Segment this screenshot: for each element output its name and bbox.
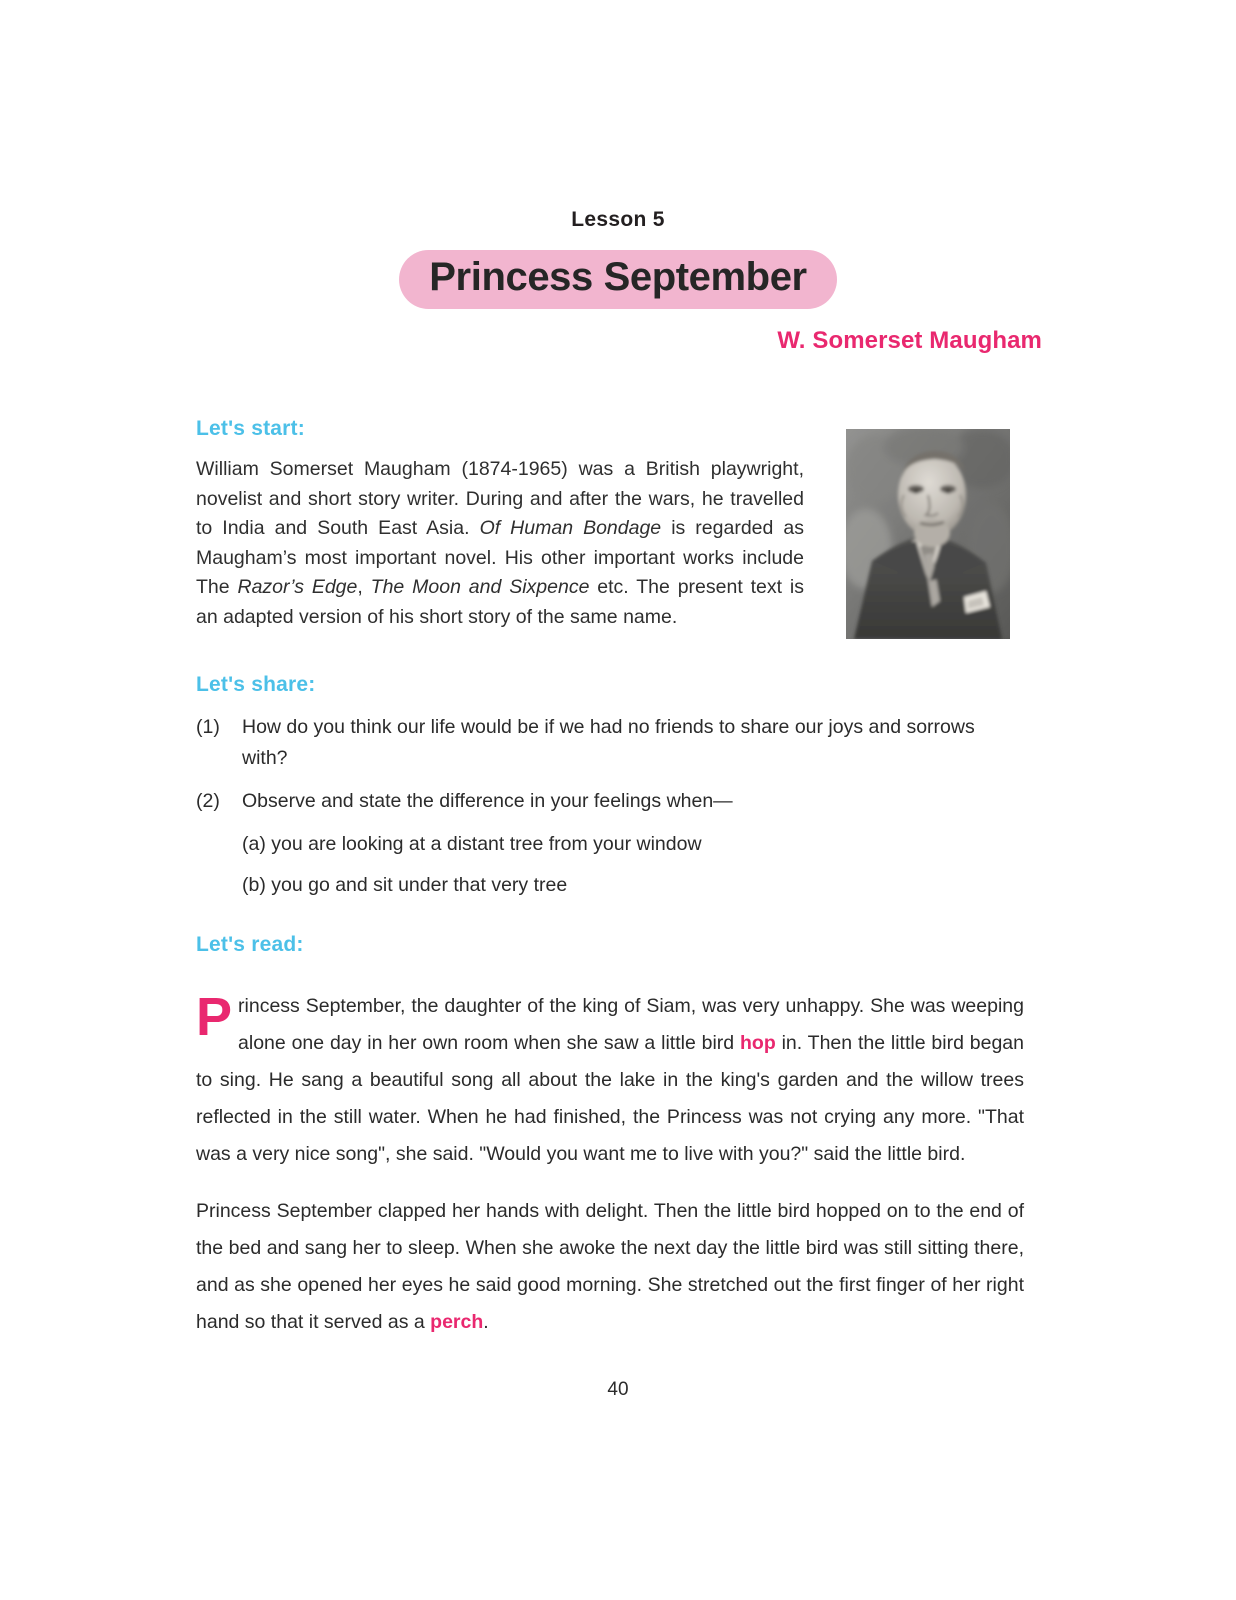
story-paragraph (196, 1193, 1024, 1341)
page-number: 40 (607, 1379, 629, 1400)
book-title-italic: Of Human Bondage (479, 517, 662, 539)
text-run: in. Then the little bird began to sing. He sang a beautiful song all about the lake in the king's garden and the willow trees reflected in the still water. When he had finished, the Princess was not crying any more. "That was a very nice song", she said. "Would you want me to live with you?" said the little bird. (196, 1032, 1024, 1165)
author-portrait-photo (846, 429, 1010, 639)
question-number: (2) (196, 790, 220, 812)
section-heading-lets-share: Let's share: (196, 673, 316, 696)
book-title-italic: The Moon and Sixpence (370, 576, 590, 598)
story-body (196, 988, 1024, 1361)
question-subitem: (a) you are looking at a distant tree from your window (242, 833, 702, 855)
book-title-italic: Razor’s Edge (237, 576, 358, 598)
highlighted-vocabulary-word: hop (740, 1032, 776, 1054)
author-name: W. Somerset Maugham (777, 327, 1042, 354)
text-run: is regarded as Maugham’s most important novel. His other important works include The (196, 517, 804, 598)
portrait-image (846, 429, 1010, 639)
question-text: How do you think our life would be if we had no friends to share our joys and sorrows with? (242, 716, 975, 769)
question-subitem: (b) you go and sit under that very tree (242, 874, 568, 896)
story-paragraph (196, 988, 1024, 1173)
question-row (196, 786, 1020, 817)
section-heading-lets-read: Let's read: (196, 933, 304, 956)
text-run: . (483, 1311, 489, 1333)
drop-cap: P (196, 987, 233, 1047)
lesson-label: Lesson 5 (571, 208, 665, 231)
author-bio-paragraph (196, 455, 804, 632)
text-run: , (357, 576, 371, 598)
highlighted-vocabulary-word: perch (430, 1311, 484, 1333)
text-run: Princess September clapped her hands with delight. Then the little bird hopped on to the end of the bed and sang her to sleep. When she awoke the next day the little bird was still sitting there, and as she opened her eyes he said good morning. She stretched out the first finger of her right hand so that it served as a (196, 1200, 1024, 1333)
page-title-wrapper (0, 250, 1236, 309)
question-text: Observe and state the difference in your feelings when— (242, 790, 733, 812)
page-title: Princess September (399, 250, 836, 309)
section-heading-lets-start: Let's start: (196, 417, 305, 440)
question-row (196, 712, 1020, 774)
text-run: William Somerset Maugham (1874-1965) was a British playwright, novelist and short story writer. During and after the wars, he travelled to India and South East Asia. (196, 458, 804, 539)
question-number: (1) (196, 716, 220, 738)
text-run: etc. The present text is an adapted version of his short story of the same name. (196, 576, 805, 628)
text-run: rincess September, the daughter of the king of Siam, was very unhappy. She was weeping alone one day in her own room when she saw a little bird (238, 995, 1024, 1054)
lets-share-question-list (196, 712, 1020, 911)
